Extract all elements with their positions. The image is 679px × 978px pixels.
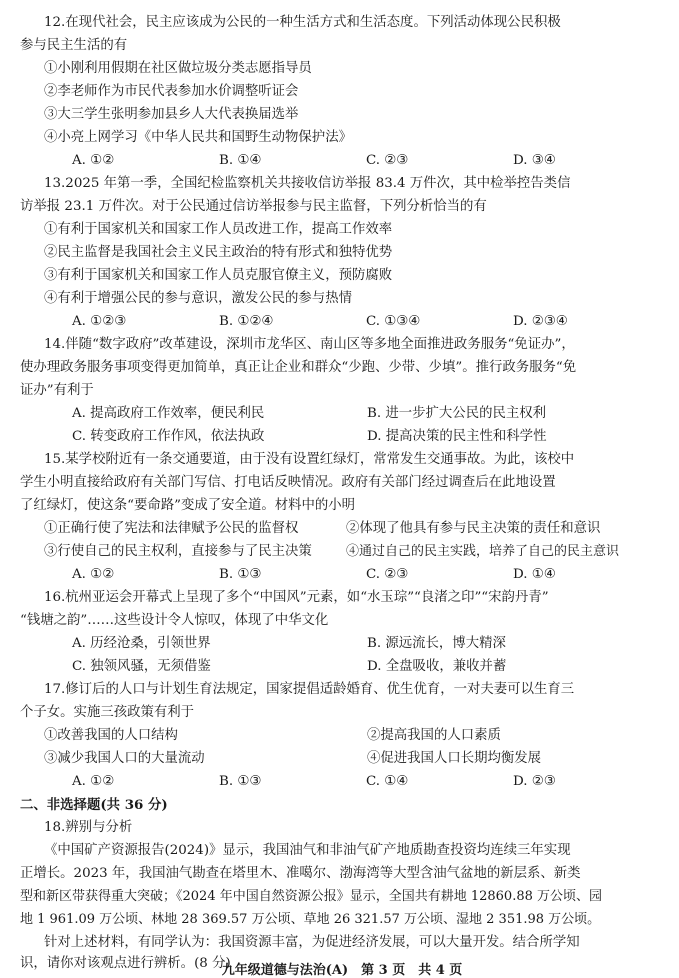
q12-stem-cont: 参与民主生活的有 — [20, 38, 128, 53]
q15-item-1: ①正确行使了宪法和法律赋予公民的监督权 — [44, 521, 299, 536]
q16-option-a: A. 历经沧桑，引领世界 — [72, 636, 211, 651]
q17-option-b: B. ①③ — [219, 774, 262, 789]
q18-para-3: 型和新区带获得重大突破；《2024 年中国自然资源公报》显示，全国共有耕地 12860.88 万公顷、园 — [20, 889, 603, 904]
q17-option-c: C. ①④ — [366, 774, 409, 789]
q17-stem: 17.修订后的人口与计划生育法规定，国家提倡适龄婚育、优生优育，一对夫妻可以生育三 — [44, 682, 575, 697]
q15-item-3: ③行使自己的民主权利，直接参与了民主决策 — [44, 544, 312, 559]
q14-options-row2 — [72, 428, 662, 446]
q14-stem: 14.伴随“数字政府”改革建设，深圳市龙华区、南山区等多地全面推进政务服务“免证办”， — [44, 337, 575, 352]
q13-item-1: ①有利于国家机关和国家工作人员改进工作，提高工作效率 — [44, 222, 393, 237]
q17-option-d: D. ②③ — [513, 774, 556, 789]
q17-options — [72, 773, 660, 791]
q13-stem-cont: 访举报 23.1 万件次。对于公民通过信访举报参与民主监督，下列分析恰当的有 — [20, 199, 487, 214]
q15-stem-cont: 学生小明直接给政府有关部门写信、打电话反映情况。政府有关部门经过调查后在此地设置 — [20, 475, 556, 490]
q12-option-a: A. ①② — [72, 153, 115, 168]
q17-option-a: A. ①② — [72, 774, 115, 789]
q18-title: 18.辨别与分析 — [44, 820, 133, 835]
q17-items-row2 — [44, 750, 662, 768]
q13-item-3: ③有利于国家机关和国家工作人员克服官僚主义，预防腐败 — [44, 268, 393, 283]
q14-option-b: B. 进一步扩大公民的民主权利 — [367, 406, 547, 421]
q13-option-a: A. ①②③ — [72, 314, 127, 329]
q16-stem-cont: “钱塘之韵”……这些设计令人惊叹，体现了中华文化 — [20, 613, 329, 628]
q13-option-c: C. ①③④ — [366, 314, 421, 329]
page-footer: 九年级道德与法治(A) 第 3 页 共 4 页 — [221, 963, 463, 978]
q15-option-b: B. ①③ — [219, 567, 262, 582]
q18-para-6: 识，请你对该观点进行辨析。(8 分) — [20, 956, 231, 971]
q12-option-d: D. ③④ — [513, 153, 556, 168]
q13-item-4: ④有利于增强公民的参与意识，激发公民的参与热情 — [44, 291, 352, 306]
q18-para-1: 《中国矿产资源报告(2024)》显示，我国油气和非油气矿产地质勘查投资均连续三年实现 — [44, 843, 571, 858]
q17-stem-cont: 个子女。实施三孩政策有利于 — [20, 705, 195, 720]
section-heading: 二、非选择题(共 36 分) — [20, 797, 168, 813]
q14-options-row1 — [72, 405, 662, 423]
q12-item-4: ④小亮上网学习《中华人民共和国野生动物保护法》 — [44, 130, 352, 145]
q16-option-d: D. 全盘吸收，兼收并蓄 — [367, 659, 507, 674]
q13-options — [72, 313, 660, 331]
q18-para-2: 正增长。2023 年，我国油气勘查在塔里木、准噶尔、渤海湾等大型含油气盆地的新层系、新类 — [20, 866, 581, 881]
q12-option-b: B. ①④ — [219, 153, 262, 168]
q15-options — [72, 566, 660, 584]
q13-item-2: ②民主监督是我国社会主义民主政治的特有形式和独特优势 — [44, 245, 393, 260]
q12-item-2: ②李老师作为市民代表参加水价调整听证会 — [44, 84, 299, 99]
q13-option-d: D. ②③④ — [513, 314, 568, 329]
q12-options — [72, 152, 660, 170]
q17-item-1: ①改善我国的人口结构 — [44, 728, 178, 743]
q14-option-a: A. 提高政府工作效率，便民利民 — [72, 406, 265, 421]
q12-option-c: C. ②③ — [366, 153, 409, 168]
q16-stem: 16.杭州亚运会开幕式上呈现了多个“中国风”元素，如“水玉琮”“良渚之印”“宋韵丹青” — [44, 590, 549, 605]
q12-stem: 12.在现代社会，民主应该成为公民的一种生活方式和生活态度。下列活动体现公民积极 — [44, 15, 561, 30]
q17-item-2: ②提高我国的人口素质 — [367, 728, 501, 743]
q18-para-5: 针对上述材料，有同学认为：我国资源丰富，为促进经济发展，可以大量开发。结合所学知 — [44, 935, 580, 950]
q15-item-2: ②体现了他具有参与民主决策的责任和意识 — [346, 521, 601, 536]
q14-stem-end: 证办”有利于 — [20, 383, 94, 398]
q14-option-c: C. 转变政府工作作风，依法执政 — [72, 429, 265, 444]
q17-items-row1 — [44, 727, 662, 745]
q15-option-d: D. ①④ — [513, 567, 556, 582]
q16-option-b: B. 源远流长，博大精深 — [367, 636, 506, 651]
q15-stem-end: 了红绿灯，使这条“要命路”变成了安全道。材料中的小明 — [20, 498, 356, 513]
q14-stem-cont: 使办理政务服务事项变得更加简单，真正让企业和群众“少跑、少带、少填”。推行政务服务“免 — [20, 360, 577, 375]
q16-options-row1 — [72, 635, 662, 653]
q17-item-4: ④促进我国人口长期均衡发展 — [367, 751, 542, 766]
q12-item-1: ①小刚利用假期在社区做垃圾分类志愿指导员 — [44, 61, 312, 76]
q17-item-3: ③减少我国人口的大量流动 — [44, 751, 205, 766]
q16-option-c: C. 独领风骚，无须借鉴 — [72, 659, 211, 674]
q12-item-3: ③大三学生张明参加县乡人大代表换届选举 — [44, 107, 299, 122]
q15-item-4: ④通过自己的民主实践，培养了自己的民主意识 — [346, 544, 620, 559]
q15-stem: 15.某学校附近有一条交通要道，由于没有设置红绿灯，常常发生交通事故。为此，该校中 — [44, 452, 575, 467]
q15-option-a: A. ①② — [72, 567, 115, 582]
q13-option-b: B. ①②④ — [219, 314, 274, 329]
q14-option-d: D. 提高决策的民主性和科学性 — [367, 429, 547, 444]
q15-option-c: C. ②③ — [366, 567, 409, 582]
q18-para-4: 地 1 961.09 万公顷、林地 28 369.57 万公顷、草地 26 321.57 万公顷、湿地 2 351.98 万公顷。 — [20, 912, 601, 927]
q13-stem: 13.2025 年第一季，全国纪检监察机关共接收信访举报 83.4 万件次，其中检举控告类信 — [44, 176, 571, 191]
q16-options-row2 — [72, 658, 662, 676]
